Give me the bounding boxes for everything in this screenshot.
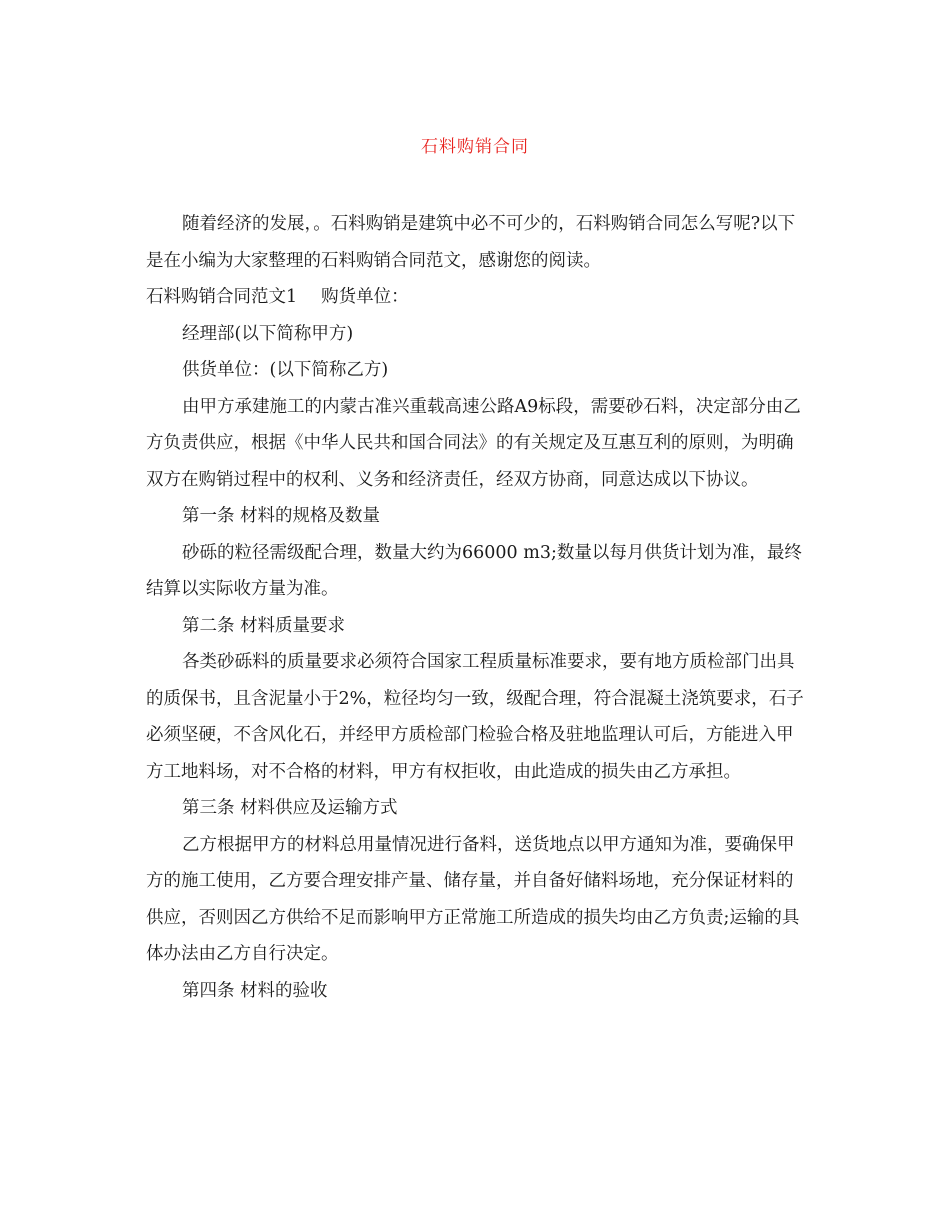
article-1-body: 砂砾的粒径需级配合理，数量大约为66000 m3;数量以每月供货计划为准，最终结算以实际收方量为准。 [146,542,802,599]
buyer-unit: 经理部(以下简称甲方) [182,323,354,344]
article-1-title: 第一条 材料的规格及数量 [182,506,381,526]
article-2-body: 各类砂砾料的质量要求必须符合国家工程质量标准要求，要有地方质检部门出具的质保书，且含泥量小于2%，粒径均匀一致，级配合理，符合混凝土浇筑要求，石子必须坚硬，不含风化石，并经甲方质检部门检验合格及驻地监理认可后，方能进入甲方工地料场，对不合格的材料，甲方有权拒收，由此造成的损失由乙方承担。 [146,652,804,782]
article-3-body: 乙方根据甲方的材料总用量情况进行备料，送货地点以甲方通知为准，要确保甲方的施工使用，乙方要合理安排产量、储存量，并自备好储料场地，充分保证材料的供应，否则因乙方供给不足而影响甲方正常施工所造成的损失均由乙方负责;运输的具体办法由乙方自行决定。 [146,834,800,964]
document-title: 石料购销合同 [421,137,529,157]
document-body [146,206,810,1009]
preamble-paragraph: 由甲方承建施工的内蒙古准兴重载高速公路A9标段，需要砂石料，决定部分由乙方负责供应，根据《中华人民共和国合同法》的有关规定及互惠互利的原则，为明确双方在购销过程中的权利、义务和经济责任，经双方协商，同意达成以下协议。 [146,396,801,490]
sample-heading: 石料购销合同范文1 [146,287,298,307]
article-4-title: 第四条 材料的验收 [182,980,328,1001]
article-3-title: 第三条 材料供应及运输方式 [182,798,398,818]
intro-paragraph: 随着经济的发展，。石料购销是建筑中必不可少的，石料购销合同怎么写呢?以下是在小编为大家整理的石料购销合同范文，感谢您的阅读。 [146,214,796,271]
buyer-label: 购货单位： [321,287,409,307]
article-2-title: 第二条 材料质量要求 [182,615,346,636]
supplier-line: 供货单位：(以下简称乙方) [182,360,389,380]
sample-heading-line [146,279,810,316]
